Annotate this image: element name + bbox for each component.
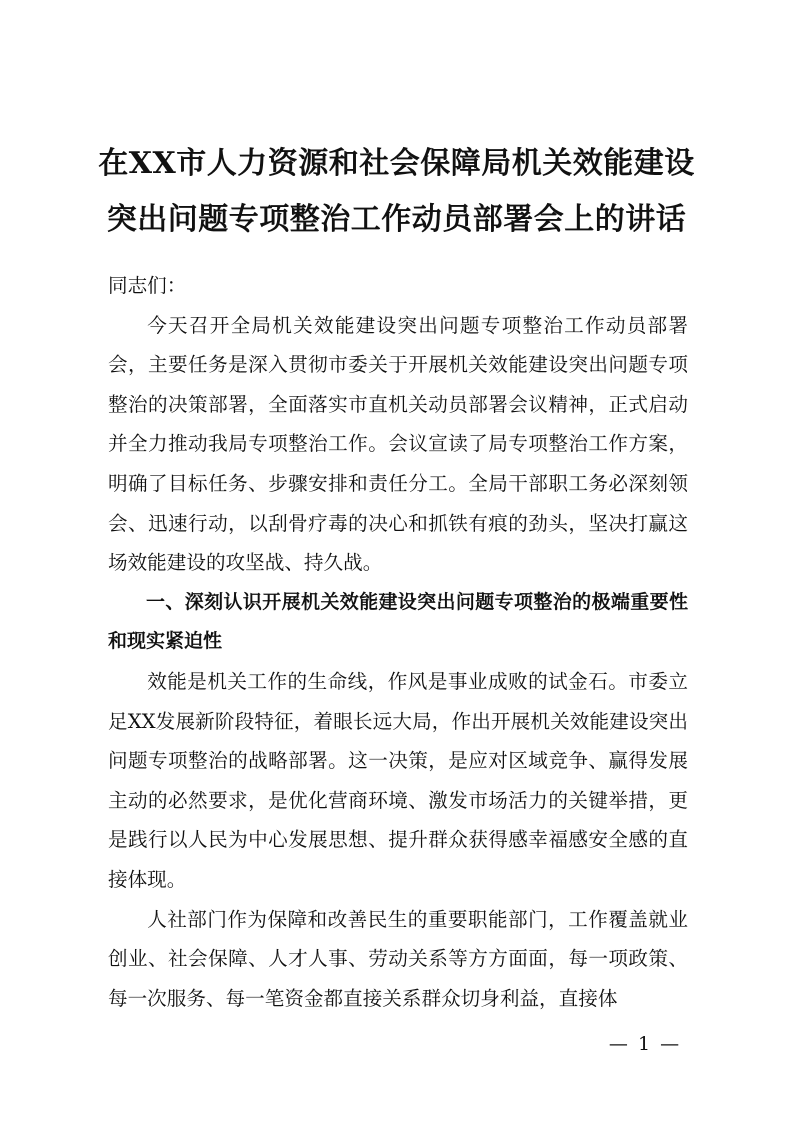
paragraph-2: 效能是机关工作的生命线，作风是事业成败的试金石。市委立足XX发展新阶段特征，着眼长远大局，作出开展机关效能建设突出问题专项整治的战略部署。这一决策，是应对区域竞争、赢得发展主动的必然要求，是优化营商环境、激发市场活力的关键举措，更是践行以人民为中心发展思想、提升群众获得感幸福感安全感的直接体现。 — [108, 669, 688, 891]
paragraph-3: 人社部门作为保障和改善民生的重要职能部门，工作覆盖就业创业、社会保障、人才人事、劳动关系等方方面面，每一项政策、每一次服务、每一笔资金都直接关系群众切身利益，直接体 — [108, 907, 688, 1010]
page-number: — 1 — — [608, 1033, 682, 1055]
paragraph-1: 今天召开全局机关效能建设突出问题专项整治工作动员部署会，主要任务是深入贯彻市委关于开展机关效能建设突出问题专项整治的决策部署，全面落实市直机关动员部署会议精神，正式启动并全力推动我局专项整治工作。会议宣读了局专项整治工作方案，明确了目标任务、步骤安排和责任分工。全局干部职工务必深刻领会、迅速行动，以刮骨疗毒的决心和抓铁有痕的劲头，坚决打赢这场效能建设的攻坚战、持久战。 — [108, 313, 688, 575]
salutation: 同志们： — [108, 274, 187, 297]
title-line-1: 在XX市人力资源和社会保障局机关效能建设 — [98, 146, 695, 181]
title-line-2: 突出问题专项整治工作动员部署会上的讲话 — [106, 202, 687, 237]
document-title — [90, 136, 703, 248]
section-heading-1: 一、深刻认识开展机关效能建设突出问题专项整治的极端重要性和现实紧迫性 — [108, 590, 688, 653]
document-body — [108, 266, 688, 1018]
